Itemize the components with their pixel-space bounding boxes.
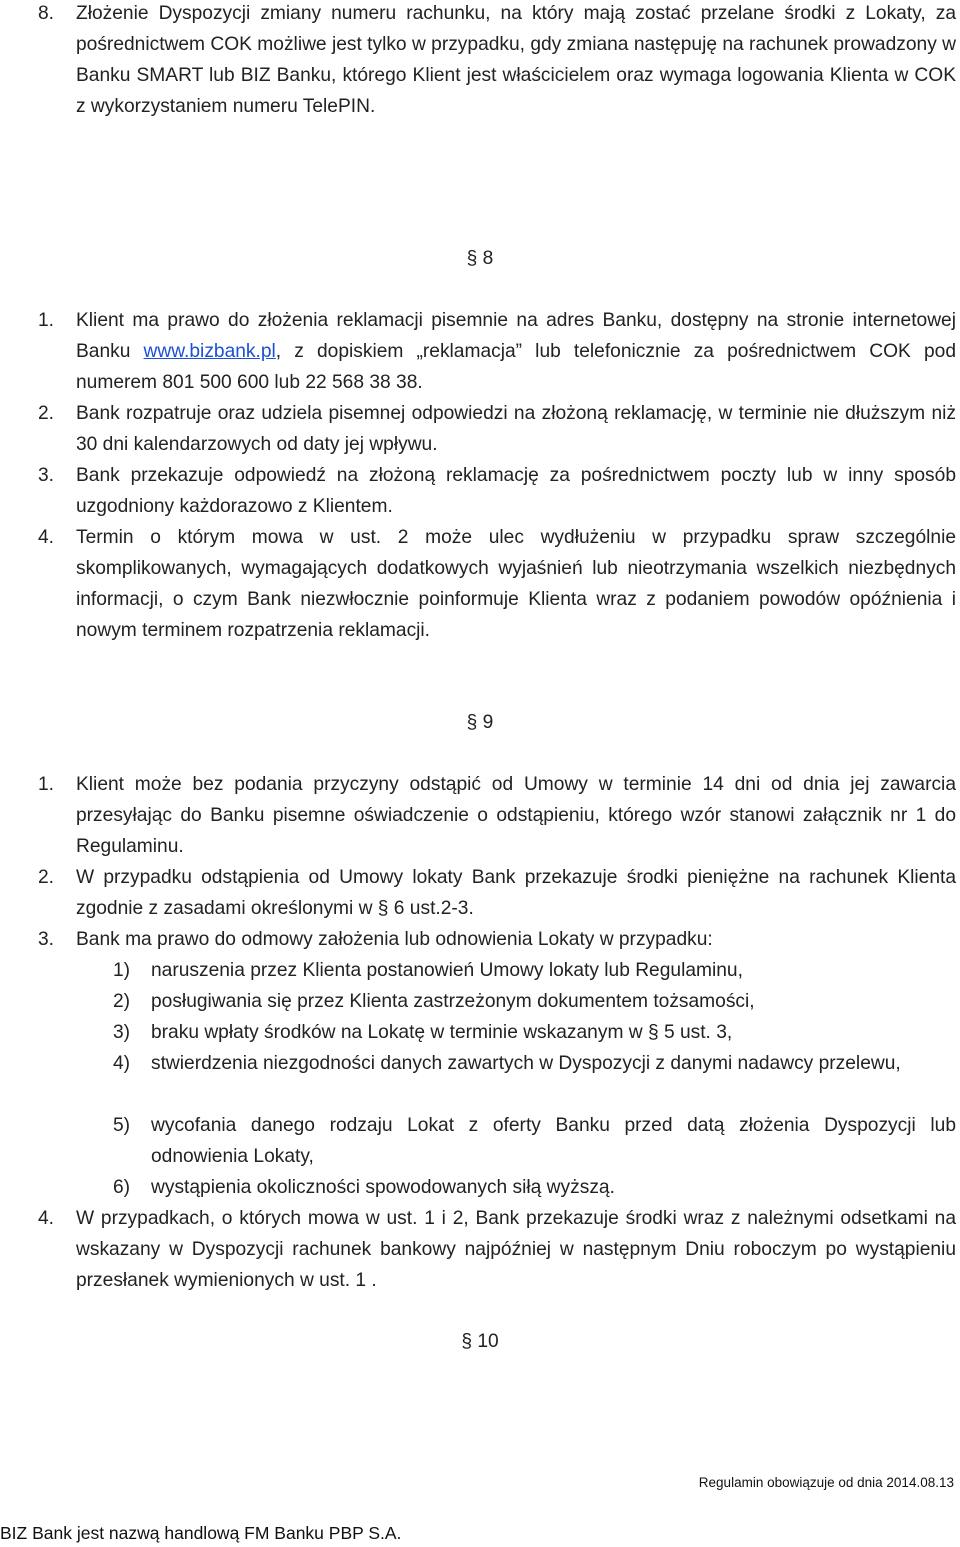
section9-item-1	[38, 769, 956, 862]
section-heading-text: § 10	[461, 1331, 499, 1352]
item-number: 8.	[38, 3, 55, 24]
subitem-number: 4)	[113, 1053, 131, 1074]
item-number: 2.	[38, 403, 55, 424]
subitem-3	[113, 1017, 956, 1048]
subitem-number: 1)	[113, 960, 131, 981]
item-text: W przypadkach, o których mowa w ust. 1 i 2, Bank przekazuje środki wraz z należnymi odsetkami na wskazany w Dyspozycji rachunek bankowy najpóźniej w następnym Dniu roboczym po wystąpieniu przesłanek wymienionych w ust. 1 .	[76, 1208, 956, 1291]
item-text: Klient może bez podania przyczyny odstąpić od Umowy w terminie 14 dni od dnia jej zawarcia przesyłając do Banku pisemne oświadczenie o odstąpieniu, którego wzór stanowi załącznik nr 1 do Regulaminu.	[76, 774, 956, 857]
section-heading-10	[0, 1326, 960, 1357]
item-text-part: , z dopiskiem „reklamacja” lub telefonicznie za pośrednictwem COK pod numerem 801 500 600 lub 22 568 38 38.	[76, 341, 956, 393]
subitem-text: stwierdzenia niezgodności danych zawartych w Dyspozycji z danymi nadawcy przelewu,	[151, 1053, 901, 1074]
footer-valid-from: Regulamin obowiązuje od dnia 2014.08.13	[698, 1475, 954, 1490]
item-text	[76, 305, 956, 398]
item-text: Bank przekazuje odpowiedź na złożoną reklamację za pośrednictwem poczty lub w inny sposób uzgodniony każdorazowo z Klientem.	[76, 465, 956, 517]
item-number: 4.	[38, 527, 55, 548]
section8-item-3	[38, 460, 956, 522]
subitem-number: 5)	[113, 1115, 131, 1136]
footer-brand-note: BIZ Bank jest nazwą handlową FM Banku PBP S.A.	[0, 1523, 402, 1543]
item-text: Bank rozpatruje oraz udziela pisemnej odpowiedzi na złożoną reklamację, w terminie nie dłuższym niż 30 dni kalendarzowych od daty jej wpływu.	[76, 403, 956, 455]
item-number: 1.	[38, 310, 55, 331]
subitem-text: wycofania danego rodzaju Lokat z oferty Banku przed datą złożenia Dyspozycji lub odnowienia Lokaty,	[151, 1115, 956, 1167]
item-text: Bank ma prawo do odmowy założenia lub odnowienia Lokaty w przypadku:	[76, 929, 713, 950]
subitem-4	[113, 1048, 956, 1079]
section9-item-3	[38, 924, 956, 955]
section-heading-8	[0, 243, 960, 274]
section-heading-text: § 9	[466, 712, 494, 733]
subitem-1	[113, 955, 956, 986]
item-number: 3.	[38, 929, 55, 950]
item-number: 4.	[38, 1208, 55, 1229]
subitem-text: braku wpłaty środków na Lokatę w terminie wskazanym w § 5 ust. 3,	[151, 1022, 733, 1043]
subitem-2	[113, 986, 956, 1017]
item-text: Złożenie Dyspozycji zmiany numeru rachunku, na który mają zostać przelane środki z Lokaty, za pośrednictwem COK możliwe jest tylko w przypadku, gdy zmiana następuję na rachunek prowadzony w Banku SMART lub BIZ Banku, którego Klient jest właścicielem oraz wymaga logowania Klienta w COK z wykorzystaniem numeru TelePIN.	[76, 3, 956, 117]
section9-item-4	[38, 1203, 956, 1296]
section-heading-text: § 8	[466, 248, 494, 269]
subitem-5	[113, 1110, 956, 1172]
item-text: Termin o którym mowa w ust. 2 może ulec wydłużeniu w przypadku spraw szczególnie skomplikowanych, wymagających dodatkowych wyjaśnień lub nieotrzymania wszelkich niezbędnych informacji, o czym Bank niezwłocznie poinformuje Klienta wraz z podaniem powodów opóźnienia i nowym terminem rozpatrzenia reklamacji.	[76, 527, 956, 641]
item-number: 1.	[38, 774, 55, 795]
item-number: 3.	[38, 465, 55, 486]
section8-item-1	[38, 305, 956, 398]
subitem-number: 2)	[113, 991, 131, 1012]
subitem-text: naruszenia przez Klienta postanowień Umowy lokaty lub Regulaminu,	[151, 960, 743, 981]
section8-item-2	[38, 398, 956, 460]
subitem-number: 6)	[113, 1177, 131, 1198]
section8-item-4	[38, 522, 956, 646]
subitem-text: wystąpienia okoliczności spowodowanych siłą wyższą.	[151, 1177, 615, 1198]
section9-item-2	[38, 862, 956, 924]
subitem-number: 3)	[113, 1022, 131, 1043]
item-number: 2.	[38, 867, 55, 888]
subitem-text: posługiwania się przez Klienta zastrzeżonym dokumentem tożsamości,	[151, 991, 755, 1012]
item-text: W przypadku odstąpienia od Umowy lokaty Bank przekazuje środki pieniężne na rachunek Klienta zgodnie z zasadami określonymi w § 6 ust.2-3.	[76, 867, 956, 919]
section-heading-9	[0, 707, 960, 738]
item-text-part: Klient ma prawo do złożenia reklamacji pisemnie na adres Banku, dostępny na stronie internetowej Banku	[76, 310, 956, 362]
paragraph-item-8	[38, 0, 956, 122]
bizbank-link[interactable]: www.bizbank.pl	[143, 341, 276, 362]
subitem-6	[113, 1172, 956, 1203]
